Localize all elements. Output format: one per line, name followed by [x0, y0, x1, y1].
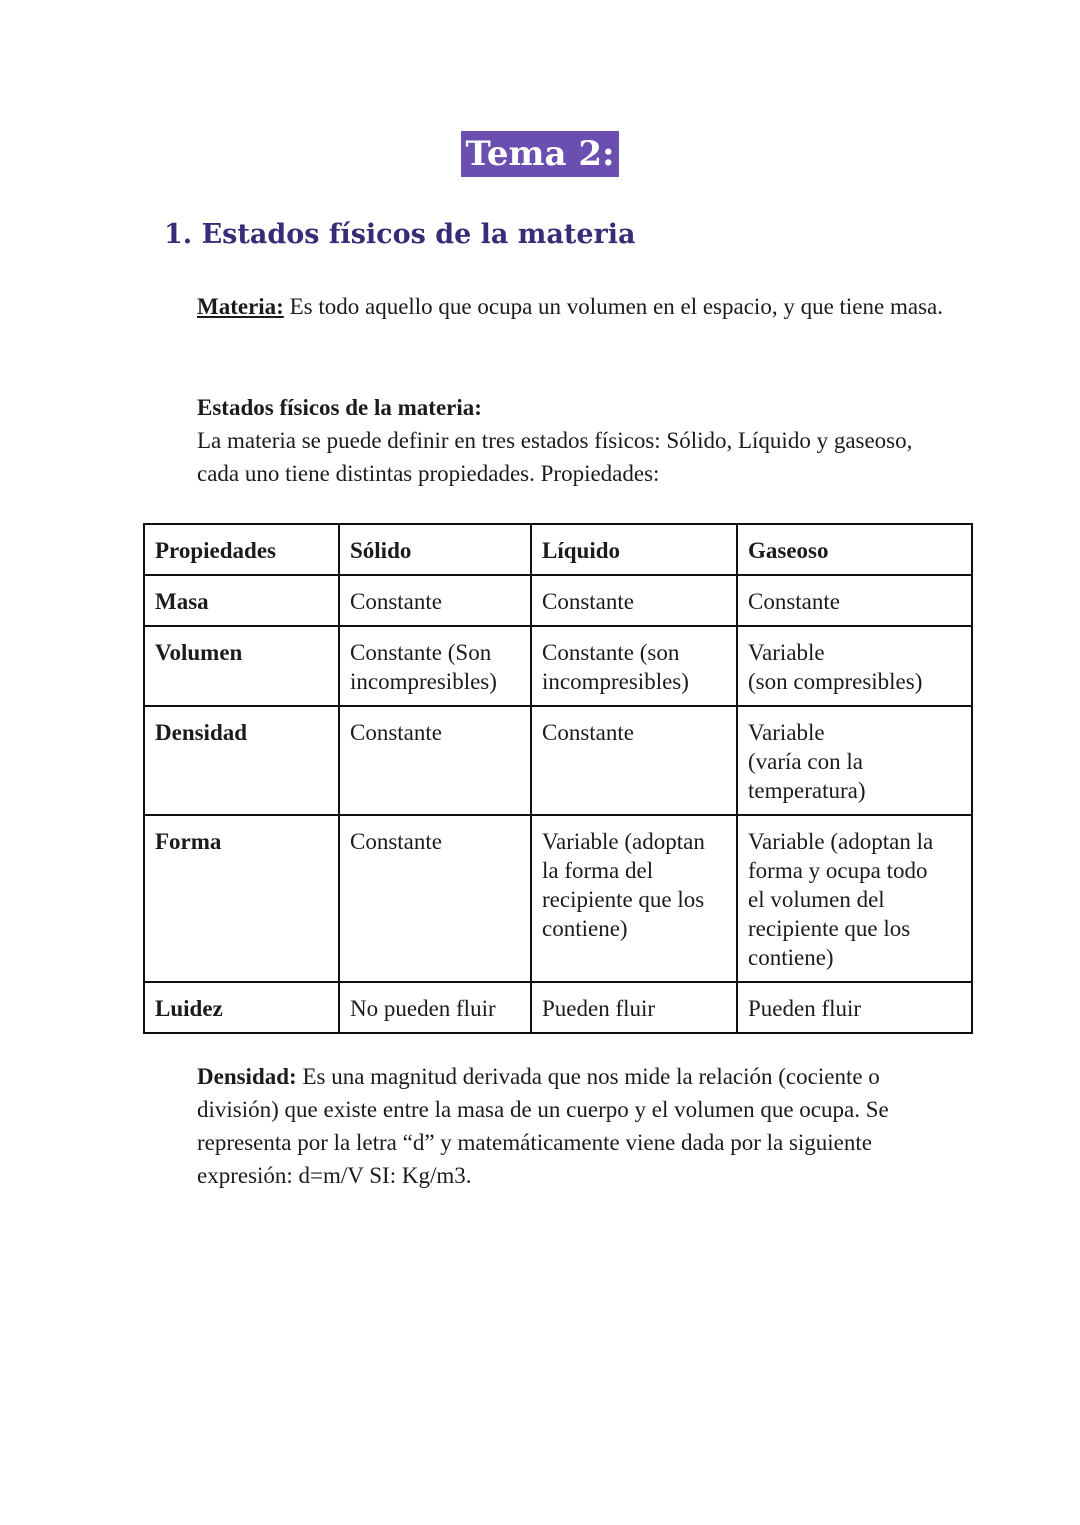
estados-paragraph: La materia se puede definir en tres estados físicos: Sólido, Líquido y gaseoso, cada uno tiene distintas propiedades. Propiedades: — [197, 428, 913, 486]
table-cell: Constante — [737, 575, 972, 626]
header-liquido: Líquido — [531, 524, 737, 575]
table-cell: Variable (varía con la temperatura) — [737, 706, 972, 815]
table-cell: No pueden fluir — [339, 982, 531, 1033]
table-cell: Constante (Son incompresibles) — [339, 626, 531, 706]
table-header-row — [144, 524, 972, 575]
title-wrap — [0, 131, 1080, 177]
header-solido: Sólido — [339, 524, 531, 575]
table-cell: Constante — [531, 706, 737, 815]
table-cell: Constante — [531, 575, 737, 626]
table-row — [144, 706, 972, 815]
table-row — [144, 982, 972, 1033]
row-label: Densidad — [144, 706, 339, 815]
table-row — [144, 575, 972, 626]
materia-definition: Es todo aquello que ocupa un volumen en el espacio, y que tiene masa. — [283, 294, 943, 319]
materia-paragraph — [197, 290, 957, 323]
materia-term: Materia: — [197, 294, 284, 319]
header-gaseoso: Gaseoso — [737, 524, 972, 575]
densidad-paragraph — [197, 1060, 957, 1192]
estados-heading: Estados físicos de la materia: — [197, 395, 482, 420]
table-cell: Variable (son compresibles) — [737, 626, 972, 706]
densidad-term: Densidad: — [197, 1064, 297, 1089]
table-cell: Constante (son incompresibles) — [531, 626, 737, 706]
estados-label — [197, 391, 957, 424]
properties-table — [143, 523, 973, 1034]
table-row — [144, 626, 972, 706]
row-label: Forma — [144, 815, 339, 982]
table-cell: Pueden fluir — [531, 982, 737, 1033]
table-cell: Constante — [339, 815, 531, 982]
table-row — [144, 815, 972, 982]
header-propiedades: Propiedades — [144, 524, 339, 575]
page-title: Tema 2: — [461, 131, 618, 177]
table-cell: Constante — [339, 706, 531, 815]
table-cell: Variable (adoptan la forma y ocupa todo el volumen del recipiente que los contiene) — [737, 815, 972, 982]
row-label: Volumen — [144, 626, 339, 706]
section-heading: 1. Estados físicos de la materia — [164, 219, 636, 250]
table-cell: Pueden fluir — [737, 982, 972, 1033]
row-label: Masa — [144, 575, 339, 626]
row-label: Luidez — [144, 982, 339, 1033]
densidad-definition: Es una magnitud derivada que nos mide la relación (cociente o división) que existe entre la masa de un cuerpo y el volumen que ocupa. Se representa por la letra “d” y matemáticamente viene dada por la siguiente expresión: d=m/V SI: Kg/m3. — [197, 1064, 889, 1188]
table-cell: Constante — [339, 575, 531, 626]
table-cell: Variable (adoptan la forma del recipiente que los contiene) — [531, 815, 737, 982]
